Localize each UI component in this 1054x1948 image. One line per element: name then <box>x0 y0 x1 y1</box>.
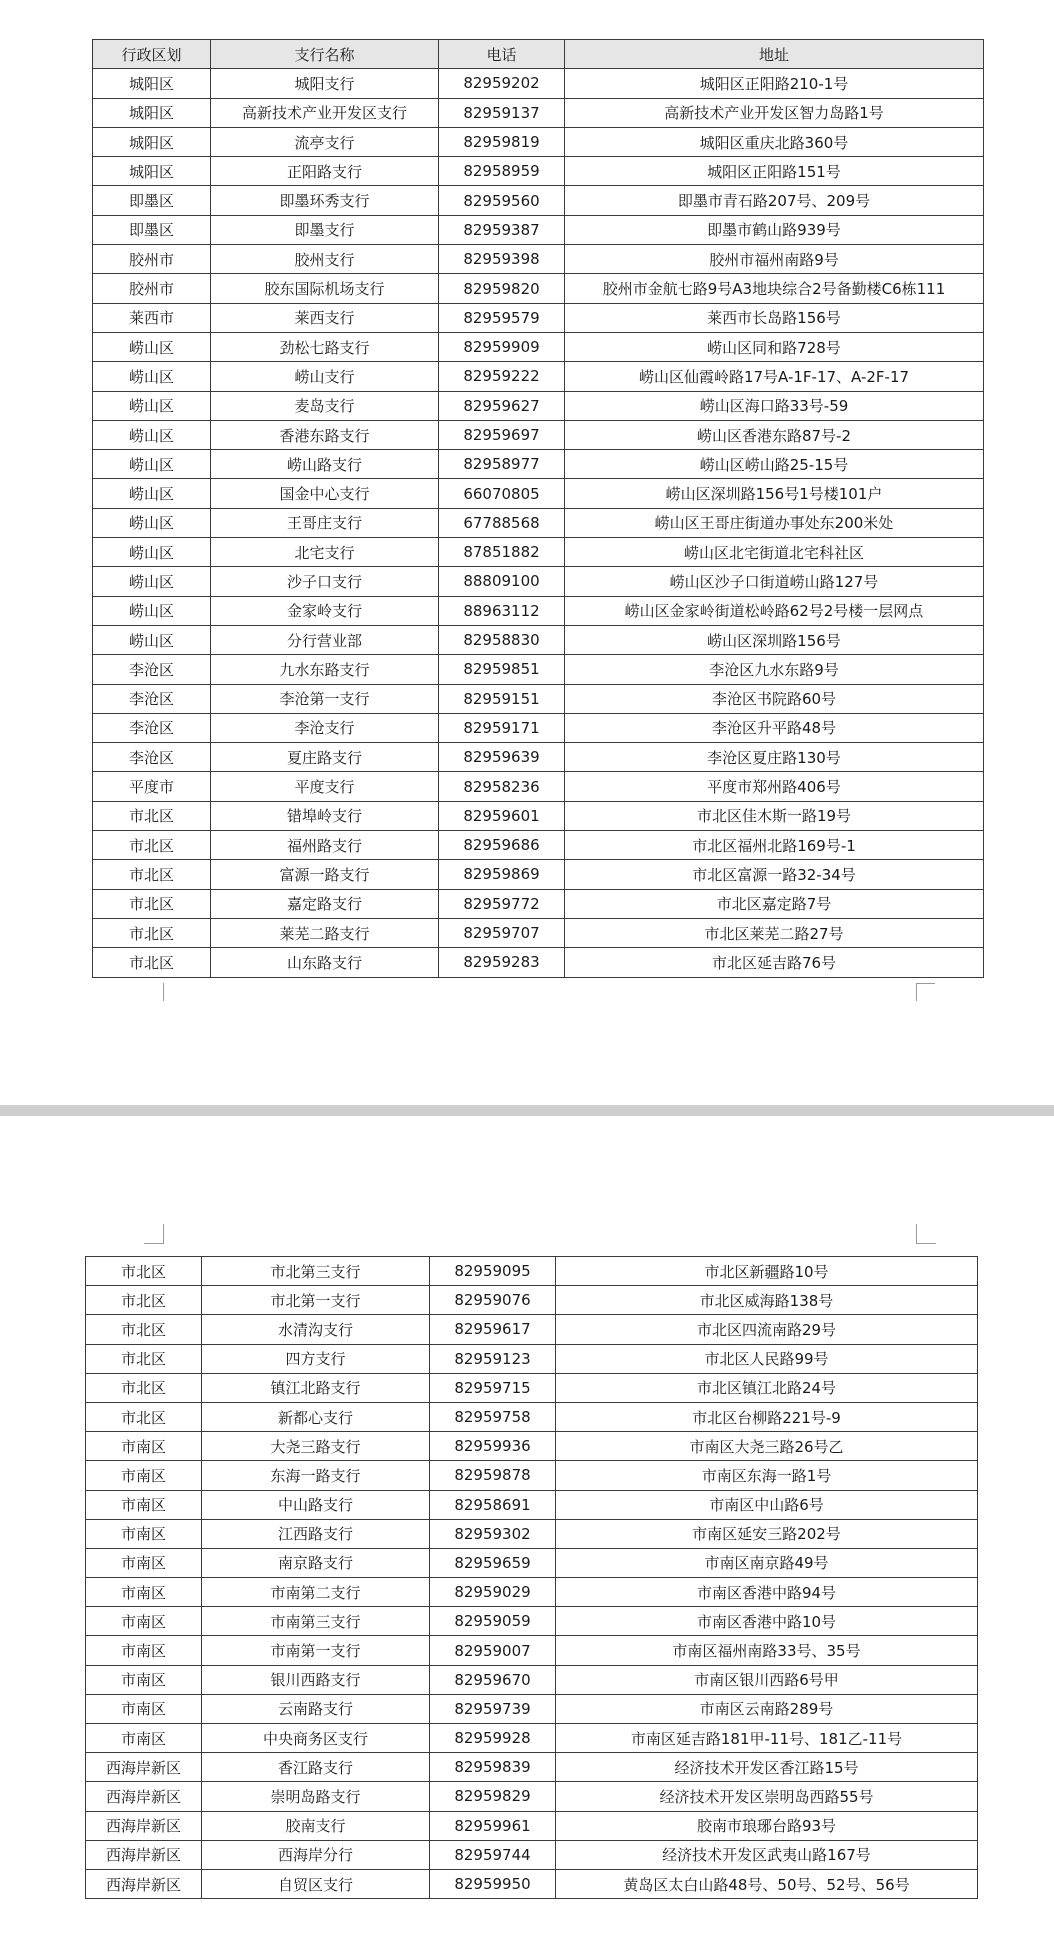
cell-branch-name: 镇江北路支行 <box>202 1373 430 1402</box>
cell-phone: 82959758 <box>430 1402 556 1431</box>
cell-address: 市北区嘉定路7号 <box>565 889 984 918</box>
table-row <box>86 1432 978 1461</box>
cell-district: 崂山区 <box>93 538 211 567</box>
cell-phone: 82959302 <box>430 1519 556 1548</box>
table-row <box>93 274 984 303</box>
cell-district: 莱西市 <box>93 303 211 332</box>
table-row <box>86 1373 978 1402</box>
cell-address: 市北区莱芜二路27号 <box>565 918 984 947</box>
cell-address: 胶南市琅琊台路93号 <box>556 1811 978 1840</box>
table-row <box>93 69 984 98</box>
table-row <box>93 625 984 654</box>
table-row <box>93 567 984 596</box>
cell-district: 市北区 <box>93 918 211 947</box>
cell-phone: 66070805 <box>439 479 565 508</box>
cell-address: 崂山区沙子口街道崂山路127号 <box>565 567 984 596</box>
cell-branch-name: 高新技术产业开发区支行 <box>211 98 439 127</box>
cell-branch-name: 平度支行 <box>211 772 439 801</box>
table-row <box>93 889 984 918</box>
cell-district: 胶州市 <box>93 245 211 274</box>
cell-phone: 82958959 <box>439 157 565 186</box>
corner-mark-bottom-right <box>916 983 917 1001</box>
cell-phone: 82959715 <box>430 1373 556 1402</box>
cell-phone: 82959936 <box>430 1432 556 1461</box>
cell-address: 城阳区重庆北路360号 <box>565 127 984 156</box>
cell-phone: 82959829 <box>430 1782 556 1811</box>
table-row <box>86 1548 978 1577</box>
table-row <box>93 918 984 947</box>
header-address: 地址 <box>565 40 984 69</box>
cell-district: 崂山区 <box>93 567 211 596</box>
cell-branch-name: 九水东路支行 <box>211 655 439 684</box>
table-row <box>93 157 984 186</box>
cell-branch-name: 新都心支行 <box>202 1402 430 1431</box>
document-page-2 <box>0 1116 1054 1948</box>
cell-district: 崂山区 <box>93 625 211 654</box>
cell-address: 城阳区正阳路210-1号 <box>565 69 984 98</box>
cell-branch-name: 福州路支行 <box>211 831 439 860</box>
branch-table-page-2 <box>85 1256 978 1899</box>
cell-address: 市北区四流南路29号 <box>556 1315 978 1344</box>
cell-phone: 82959627 <box>439 391 565 420</box>
cell-district: 西海岸新区 <box>86 1811 202 1840</box>
cell-district: 城阳区 <box>93 127 211 156</box>
cell-address: 胶州市金航七路9号A3地块综合2号备勤楼C6栋111 <box>565 274 984 303</box>
cell-phone: 82959560 <box>439 186 565 215</box>
cell-address: 崂山区北宅街道北宅科社区 <box>565 538 984 567</box>
cell-phone: 88963112 <box>439 596 565 625</box>
cell-branch-name: 云南路支行 <box>202 1694 430 1723</box>
table-row <box>86 1286 978 1315</box>
cell-phone: 82959851 <box>439 655 565 684</box>
cell-address: 市北区台柳路221号-9 <box>556 1402 978 1431</box>
cell-district: 市南区 <box>86 1665 202 1694</box>
cell-branch-name: 城阳支行 <box>211 69 439 98</box>
cell-district: 市北区 <box>86 1257 202 1286</box>
cell-branch-name: 流亭支行 <box>211 127 439 156</box>
cell-district: 市北区 <box>93 831 211 860</box>
cell-address: 胶州市福州南路9号 <box>565 245 984 274</box>
table-row <box>93 508 984 537</box>
table-row <box>93 186 984 215</box>
cell-branch-name: 中央商务区支行 <box>202 1724 430 1753</box>
cell-branch-name: 四方支行 <box>202 1344 430 1373</box>
cell-district: 李沧区 <box>93 684 211 713</box>
cell-district: 西海岸新区 <box>86 1869 202 1898</box>
cell-phone: 82959398 <box>439 245 565 274</box>
cell-address: 市北区延吉路76号 <box>565 948 984 977</box>
header-district: 行政区划 <box>93 40 211 69</box>
cell-phone: 82959909 <box>439 332 565 361</box>
table-row <box>86 1869 978 1898</box>
cell-address: 莱西市长岛路156号 <box>565 303 984 332</box>
table-row <box>93 303 984 332</box>
table-row <box>93 245 984 274</box>
cell-phone: 82959387 <box>439 215 565 244</box>
cell-branch-name: 市南第一支行 <box>202 1636 430 1665</box>
cell-district: 崂山区 <box>93 420 211 449</box>
cell-address: 市北区人民路99号 <box>556 1344 978 1373</box>
table-row <box>93 801 984 830</box>
table-row <box>86 1636 978 1665</box>
table-body-page-1 <box>93 69 984 977</box>
cell-district: 市北区 <box>93 948 211 977</box>
cell-branch-name: 香港东路支行 <box>211 420 439 449</box>
cell-phone: 82959059 <box>430 1607 556 1636</box>
cell-phone: 82959029 <box>430 1578 556 1607</box>
cell-district: 胶州市 <box>93 274 211 303</box>
table-row <box>86 1665 978 1694</box>
cell-phone: 82959819 <box>439 127 565 156</box>
branch-table-page-1 <box>92 39 984 978</box>
cell-phone: 82959123 <box>430 1344 556 1373</box>
cell-district: 崂山区 <box>93 332 211 361</box>
cell-district: 市南区 <box>86 1724 202 1753</box>
table-row <box>93 98 984 127</box>
cell-branch-name: 李沧第一支行 <box>211 684 439 713</box>
table-row <box>86 1461 978 1490</box>
cell-district: 市北区 <box>93 860 211 889</box>
cell-district: 李沧区 <box>93 743 211 772</box>
table-row <box>93 450 984 479</box>
cell-phone: 82958977 <box>439 450 565 479</box>
corner-mark-top-left <box>163 1224 164 1244</box>
table-row <box>93 831 984 860</box>
table-row <box>86 1840 978 1869</box>
cell-district: 李沧区 <box>93 713 211 742</box>
cell-phone: 82959639 <box>439 743 565 772</box>
cell-address: 市北区威海路138号 <box>556 1286 978 1315</box>
cell-phone: 82959283 <box>439 948 565 977</box>
table-row <box>93 538 984 567</box>
cell-address: 经济技术开发区武夷山路167号 <box>556 1840 978 1869</box>
corner-mark-bottom-right-h <box>916 983 935 984</box>
cell-district: 崂山区 <box>93 508 211 537</box>
table-body-page-2 <box>86 1257 978 1899</box>
cell-district: 城阳区 <box>93 157 211 186</box>
cell-phone: 82959222 <box>439 362 565 391</box>
table-row <box>86 1402 978 1431</box>
cell-address: 经济技术开发区香江路15号 <box>556 1753 978 1782</box>
cell-branch-name: 莱西支行 <box>211 303 439 332</box>
cell-phone: 82959739 <box>430 1694 556 1723</box>
cell-district: 市南区 <box>86 1607 202 1636</box>
cell-district: 市北区 <box>86 1402 202 1431</box>
cell-address: 高新技术产业开发区智力岛路1号 <box>565 98 984 127</box>
table-row <box>86 1694 978 1723</box>
table-row <box>93 860 984 889</box>
table-row <box>93 655 984 684</box>
cell-phone: 82959579 <box>439 303 565 332</box>
cell-address: 崂山区深圳路156号1号楼101户 <box>565 479 984 508</box>
cell-branch-name: 富源一路支行 <box>211 860 439 889</box>
cell-phone: 82958236 <box>439 772 565 801</box>
cell-branch-name: 水清沟支行 <box>202 1315 430 1344</box>
cell-phone: 82959839 <box>430 1753 556 1782</box>
header-branch-name: 支行名称 <box>211 40 439 69</box>
cell-branch-name: 银川西路支行 <box>202 1665 430 1694</box>
cell-address: 黄岛区太白山路48号、50号、52号、56号 <box>556 1869 978 1898</box>
table-header-row <box>93 40 984 69</box>
cell-district: 市北区 <box>86 1344 202 1373</box>
cell-phone: 82959869 <box>439 860 565 889</box>
cell-district: 市南区 <box>86 1490 202 1519</box>
cell-branch-name: 麦岛支行 <box>211 391 439 420</box>
corner-mark-top-left-h <box>144 1243 164 1244</box>
corner-mark-bottom-left <box>163 983 164 1001</box>
cell-address: 崂山区崂山路25-15号 <box>565 450 984 479</box>
table-row <box>93 684 984 713</box>
cell-address: 市南区中山路6号 <box>556 1490 978 1519</box>
table-row <box>86 1782 978 1811</box>
cell-phone: 82959744 <box>430 1840 556 1869</box>
cell-district: 西海岸新区 <box>86 1840 202 1869</box>
cell-branch-name: 国金中心支行 <box>211 479 439 508</box>
cell-address: 市北区佳木斯一路19号 <box>565 801 984 830</box>
cell-branch-name: 分行营业部 <box>211 625 439 654</box>
cell-district: 即墨区 <box>93 186 211 215</box>
page-separator <box>0 1105 1054 1116</box>
cell-district: 城阳区 <box>93 69 211 98</box>
cell-phone: 82959697 <box>439 420 565 449</box>
cell-branch-name: 香江路支行 <box>202 1753 430 1782</box>
cell-district: 崂山区 <box>93 362 211 391</box>
cell-phone: 82959686 <box>439 831 565 860</box>
cell-address: 李沧区九水东路9号 <box>565 655 984 684</box>
cell-phone: 82959961 <box>430 1811 556 1840</box>
cell-address: 崂山区王哥庄街道办事处东200米处 <box>565 508 984 537</box>
cell-address: 崂山区海口路33号-59 <box>565 391 984 420</box>
cell-branch-name: 南京路支行 <box>202 1548 430 1577</box>
cell-phone: 82958830 <box>439 625 565 654</box>
table-row <box>93 479 984 508</box>
cell-address: 李沧区夏庄路130号 <box>565 743 984 772</box>
cell-phone: 82959820 <box>439 274 565 303</box>
cell-branch-name: 胶东国际机场支行 <box>211 274 439 303</box>
cell-phone: 82959076 <box>430 1286 556 1315</box>
table-row <box>93 948 984 977</box>
cell-district: 城阳区 <box>93 98 211 127</box>
cell-address: 崂山区同和路728号 <box>565 332 984 361</box>
cell-branch-name: 市南第三支行 <box>202 1607 430 1636</box>
table-row <box>93 713 984 742</box>
table-row <box>93 420 984 449</box>
table-row <box>86 1811 978 1840</box>
table-row <box>93 743 984 772</box>
cell-branch-name: 中山路支行 <box>202 1490 430 1519</box>
cell-district: 市南区 <box>86 1548 202 1577</box>
cell-address: 崂山区仙霞岭路17号A-1F-17、A-2F-17 <box>565 362 984 391</box>
cell-branch-name: 嘉定路支行 <box>211 889 439 918</box>
cell-phone: 82959772 <box>439 889 565 918</box>
table-row <box>86 1753 978 1782</box>
cell-branch-name: 即墨支行 <box>211 215 439 244</box>
cell-branch-name: 市北第三支行 <box>202 1257 430 1286</box>
cell-branch-name: 山东路支行 <box>211 948 439 977</box>
cell-address: 市南区南京路49号 <box>556 1548 978 1577</box>
cell-phone: 82959670 <box>430 1665 556 1694</box>
cell-address: 市南区香港中路10号 <box>556 1607 978 1636</box>
cell-address: 市北区富源一路32-34号 <box>565 860 984 889</box>
table-row <box>86 1257 978 1286</box>
cell-address: 市南区云南路289号 <box>556 1694 978 1723</box>
cell-district: 市南区 <box>86 1461 202 1490</box>
cell-address: 市南区大尧三路26号乙 <box>556 1432 978 1461</box>
cell-district: 市南区 <box>86 1519 202 1548</box>
table-row <box>93 362 984 391</box>
cell-branch-name: 自贸区支行 <box>202 1869 430 1898</box>
cell-address: 即墨市鹤山路939号 <box>565 215 984 244</box>
table-row <box>93 332 984 361</box>
cell-address: 崂山区金家岭街道松岭路62号2号楼一层网点 <box>565 596 984 625</box>
cell-phone: 82959171 <box>439 713 565 742</box>
cell-branch-name: 西海岸分行 <box>202 1840 430 1869</box>
cell-district: 即墨区 <box>93 215 211 244</box>
header-phone: 电话 <box>439 40 565 69</box>
table-row <box>93 215 984 244</box>
cell-branch-name: 崂山支行 <box>211 362 439 391</box>
cell-branch-name: 正阳路支行 <box>211 157 439 186</box>
cell-address: 经济技术开发区崇明岛西路55号 <box>556 1782 978 1811</box>
cell-district: 市北区 <box>93 801 211 830</box>
cell-branch-name: 市北第一支行 <box>202 1286 430 1315</box>
cell-branch-name: 沙子口支行 <box>211 567 439 596</box>
cell-address: 崂山区深圳路156号 <box>565 625 984 654</box>
table-row <box>86 1315 978 1344</box>
cell-district: 崂山区 <box>93 391 211 420</box>
cell-address: 市北区镇江北路24号 <box>556 1373 978 1402</box>
cell-branch-name: 劲松七路支行 <box>211 332 439 361</box>
table-row <box>93 391 984 420</box>
cell-branch-name: 崇明岛路支行 <box>202 1782 430 1811</box>
corner-mark-top-right-h <box>916 1243 936 1244</box>
cell-address: 市南区银川西路6号甲 <box>556 1665 978 1694</box>
cell-branch-name: 胶南支行 <box>202 1811 430 1840</box>
cell-address: 李沧区升平路48号 <box>565 713 984 742</box>
table-row <box>86 1344 978 1373</box>
cell-address: 市南区福州南路33号、35号 <box>556 1636 978 1665</box>
cell-branch-name: 错埠岭支行 <box>211 801 439 830</box>
cell-address: 市北区福州北路169号-1 <box>565 831 984 860</box>
cell-phone: 82959601 <box>439 801 565 830</box>
cell-district: 市南区 <box>86 1578 202 1607</box>
cell-district: 市南区 <box>86 1694 202 1723</box>
cell-address: 市南区香港中路94号 <box>556 1578 978 1607</box>
table-row <box>86 1607 978 1636</box>
cell-branch-name: 崂山路支行 <box>211 450 439 479</box>
cell-address: 市南区延吉路181甲-11号、181乙-11号 <box>556 1724 978 1753</box>
cell-phone: 82959202 <box>439 69 565 98</box>
cell-district: 崂山区 <box>93 479 211 508</box>
cell-phone: 82959878 <box>430 1461 556 1490</box>
corner-mark-top-right <box>916 1224 917 1244</box>
cell-branch-name: 北宅支行 <box>211 538 439 567</box>
cell-district: 市北区 <box>86 1373 202 1402</box>
cell-phone: 82959659 <box>430 1548 556 1577</box>
cell-address: 崂山区香港东路87号-2 <box>565 420 984 449</box>
cell-phone: 87851882 <box>439 538 565 567</box>
cell-branch-name: 东海一路支行 <box>202 1461 430 1490</box>
table-row <box>93 127 984 156</box>
table-row <box>93 596 984 625</box>
cell-district: 崂山区 <box>93 450 211 479</box>
cell-phone: 67788568 <box>439 508 565 537</box>
cell-phone: 82958691 <box>430 1490 556 1519</box>
table-row <box>93 772 984 801</box>
cell-address: 城阳区正阳路151号 <box>565 157 984 186</box>
table-row <box>86 1724 978 1753</box>
cell-district: 市南区 <box>86 1432 202 1461</box>
cell-district: 平度市 <box>93 772 211 801</box>
cell-district: 崂山区 <box>93 596 211 625</box>
cell-phone: 82959928 <box>430 1724 556 1753</box>
cell-branch-name: 即墨环秀支行 <box>211 186 439 215</box>
cell-district: 市南区 <box>86 1636 202 1665</box>
table-row <box>86 1519 978 1548</box>
cell-district: 西海岸新区 <box>86 1782 202 1811</box>
cell-district: 市北区 <box>93 889 211 918</box>
cell-branch-name: 胶州支行 <box>211 245 439 274</box>
cell-branch-name: 金家岭支行 <box>211 596 439 625</box>
cell-branch-name: 市南第二支行 <box>202 1578 430 1607</box>
cell-address: 市南区延安三路202号 <box>556 1519 978 1548</box>
cell-district: 西海岸新区 <box>86 1753 202 1782</box>
cell-branch-name: 大尧三路支行 <box>202 1432 430 1461</box>
cell-phone: 82959707 <box>439 918 565 947</box>
cell-phone: 82959950 <box>430 1869 556 1898</box>
cell-address: 李沧区书院路60号 <box>565 684 984 713</box>
cell-address: 平度市郑州路406号 <box>565 772 984 801</box>
cell-address: 市南区东海一路1号 <box>556 1461 978 1490</box>
cell-branch-name: 李沧支行 <box>211 713 439 742</box>
cell-phone: 82959095 <box>430 1257 556 1286</box>
cell-district: 市北区 <box>86 1315 202 1344</box>
cell-phone: 88809100 <box>439 567 565 596</box>
table-row <box>86 1578 978 1607</box>
cell-phone: 82959007 <box>430 1636 556 1665</box>
cell-branch-name: 莱芜二路支行 <box>211 918 439 947</box>
table-row <box>86 1490 978 1519</box>
cell-district: 市北区 <box>86 1286 202 1315</box>
cell-phone: 82959617 <box>430 1315 556 1344</box>
cell-branch-name: 江西路支行 <box>202 1519 430 1548</box>
cell-phone: 82959137 <box>439 98 565 127</box>
cell-branch-name: 夏庄路支行 <box>211 743 439 772</box>
cell-district: 李沧区 <box>93 655 211 684</box>
cell-phone: 82959151 <box>439 684 565 713</box>
cell-address: 即墨市青石路207号、209号 <box>565 186 984 215</box>
cell-branch-name: 王哥庄支行 <box>211 508 439 537</box>
cell-address: 市北区新疆路10号 <box>556 1257 978 1286</box>
